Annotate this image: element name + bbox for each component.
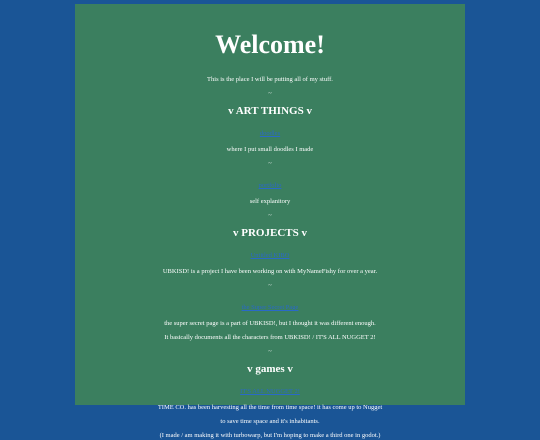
- super-secret-description-1: the super secret page is a part of UBKISD!, but I thought it was different enough.: [164, 320, 376, 327]
- separator: ~: [268, 161, 272, 167]
- separator: ~: [268, 349, 272, 355]
- art-heading: v ART THINGS v: [228, 105, 312, 117]
- doodles-description: where I put small doodles I made: [226, 146, 314, 153]
- intro-text: This is the place I will be putting all of my stuff.: [207, 76, 333, 83]
- doodles-link[interactable]: doodles: [259, 130, 281, 137]
- ubkisd-link[interactable]: Untitled KIBO: [250, 252, 290, 259]
- separator: ~: [268, 283, 272, 289]
- separator: ~: [268, 213, 272, 219]
- main-panel: [75, 4, 465, 439]
- projects-heading: v PROJECTS v: [233, 227, 307, 239]
- portfolio-description: self explanitory: [249, 198, 291, 205]
- its-all-nugget-2-link[interactable]: IT'S ALL NUGGET 2!: [240, 388, 300, 395]
- separator: ~: [268, 91, 272, 97]
- super-secret-page-link[interactable]: the Super Secret Page: [241, 304, 299, 311]
- nugget-description-3: (I made / am making it with turbowarp, but I'm hoping to make a third one in godot.): [159, 432, 381, 439]
- super-secret-description-2: It basically documents all the characters from UBKISD! / IT'S ALL NUGGET 2!: [164, 334, 376, 341]
- games-heading: v games v: [247, 363, 293, 375]
- nugget-description-1: TIME CO. has been harvesting all the time from time space! it has come up to Nugget: [157, 404, 383, 411]
- page-title: Welcome!: [215, 30, 325, 59]
- nugget-description-2: to save time space and it's inhabitants.: [220, 418, 320, 425]
- ubkisd-description: UBKISD! is a project I have been working on with MyNameFishy for over a year.: [162, 268, 378, 275]
- portfolio-link[interactable]: portfolio: [258, 182, 282, 189]
